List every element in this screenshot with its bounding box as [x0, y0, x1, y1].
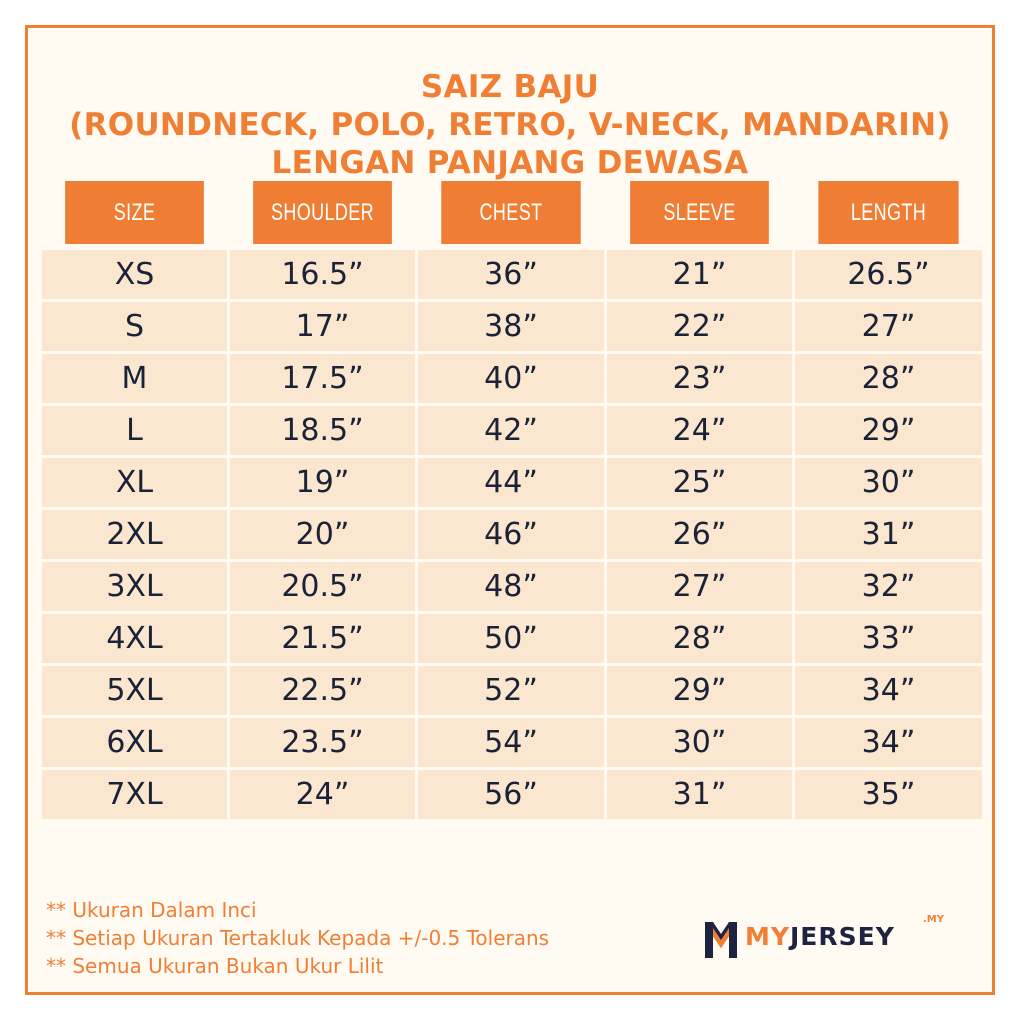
title-line-3: LENGAN PANJANG DEWASA — [271, 145, 749, 181]
cell-chest: 50” — [418, 614, 604, 663]
cell-length: 26.5” — [795, 250, 982, 299]
cell-shoulder: 16.5” — [230, 250, 415, 299]
cell-size: 7XL — [42, 770, 227, 819]
cell-length: 35” — [795, 770, 982, 819]
table-row — [42, 458, 982, 507]
title-line-2: (ROUNDNECK, POLO, RETRO, V-NECK, MANDARIN) — [69, 107, 951, 143]
title-line-1: SAIZ BAJU — [420, 69, 600, 105]
table-header-row — [42, 181, 982, 244]
myjersey-m-logo-icon — [703, 918, 739, 962]
size-table — [42, 181, 982, 811]
table-row — [42, 562, 982, 611]
cell-chest: 46” — [418, 510, 604, 559]
cell-length: 34” — [795, 718, 982, 767]
cell-chest: 36” — [418, 250, 604, 299]
cell-chest: 38” — [418, 302, 604, 351]
cell-length: 32” — [795, 562, 982, 611]
cell-sleeve: 23” — [607, 354, 792, 403]
cell-chest: 54” — [418, 718, 604, 767]
header-size: SIZE — [65, 181, 204, 244]
myjersey-logo — [703, 914, 965, 964]
cell-sleeve: 31” — [607, 770, 792, 819]
cell-length: 28” — [795, 354, 982, 403]
cell-shoulder: 22.5” — [230, 666, 415, 715]
note-item: ** Setiap Ukuran Tertakluk Kepada +/-0.5 Tolerans — [46, 926, 550, 950]
cell-sleeve: 27” — [607, 562, 792, 611]
cell-size: M — [42, 354, 227, 403]
cell-shoulder: 20.5” — [230, 562, 415, 611]
cell-shoulder: 18.5” — [230, 406, 415, 455]
cell-size: 5XL — [42, 666, 227, 715]
cell-size: L — [42, 406, 227, 455]
table-row — [42, 302, 982, 351]
cell-length: 34” — [795, 666, 982, 715]
table-row — [42, 510, 982, 559]
cell-chest: 42” — [418, 406, 604, 455]
cell-size: S — [42, 302, 227, 351]
cell-sleeve: 26” — [607, 510, 792, 559]
cell-sleeve: 24” — [607, 406, 792, 455]
cell-size: 6XL — [42, 718, 227, 767]
cell-shoulder: 23.5” — [230, 718, 415, 767]
table-row — [42, 666, 982, 715]
cell-length: 31” — [795, 510, 982, 559]
cell-size: 4XL — [42, 614, 227, 663]
cell-sleeve: 21” — [607, 250, 792, 299]
cell-length: 33” — [795, 614, 982, 663]
cell-shoulder: 17.5” — [230, 354, 415, 403]
cell-chest: 48” — [418, 562, 604, 611]
cell-length: 27” — [795, 302, 982, 351]
table-row — [42, 406, 982, 455]
cell-size: 2XL — [42, 510, 227, 559]
cell-shoulder: 24” — [230, 770, 415, 819]
table-row — [42, 614, 982, 663]
cell-size: XS — [42, 250, 227, 299]
note-item: ** Semua Ukuran Bukan Ukur Lilit — [46, 954, 384, 978]
logo-tld: .MY — [923, 914, 944, 925]
table-row — [42, 250, 982, 299]
cell-shoulder: 19” — [230, 458, 415, 507]
cell-chest: 40” — [418, 354, 604, 403]
header-length: LENGTH — [818, 181, 958, 244]
cell-chest: 52” — [418, 666, 604, 715]
cell-length: 30” — [795, 458, 982, 507]
note-item: ** Ukuran Dalam Inci — [46, 898, 257, 922]
cell-sleeve: 25” — [607, 458, 792, 507]
logo-wordmark: MYJERSEY — [745, 922, 895, 951]
notes — [46, 896, 549, 980]
cell-size: XL — [42, 458, 227, 507]
cell-chest: 44” — [418, 458, 604, 507]
table-row — [42, 718, 982, 767]
cell-sleeve: 22” — [607, 302, 792, 351]
table-row — [42, 354, 982, 403]
cell-chest: 56” — [418, 770, 604, 819]
title-block — [28, 68, 992, 182]
cell-sleeve: 30” — [607, 718, 792, 767]
cell-shoulder: 17” — [230, 302, 415, 351]
header-sleeve: SLEEVE — [630, 181, 769, 244]
cell-shoulder: 20” — [230, 510, 415, 559]
cell-length: 29” — [795, 406, 982, 455]
header-chest: CHEST — [441, 181, 581, 244]
cell-sleeve: 29” — [607, 666, 792, 715]
cell-shoulder: 21.5” — [230, 614, 415, 663]
cell-size: 3XL — [42, 562, 227, 611]
table-row — [42, 770, 982, 819]
header-shoulder: SHOULDER — [253, 181, 392, 244]
cell-sleeve: 28” — [607, 614, 792, 663]
